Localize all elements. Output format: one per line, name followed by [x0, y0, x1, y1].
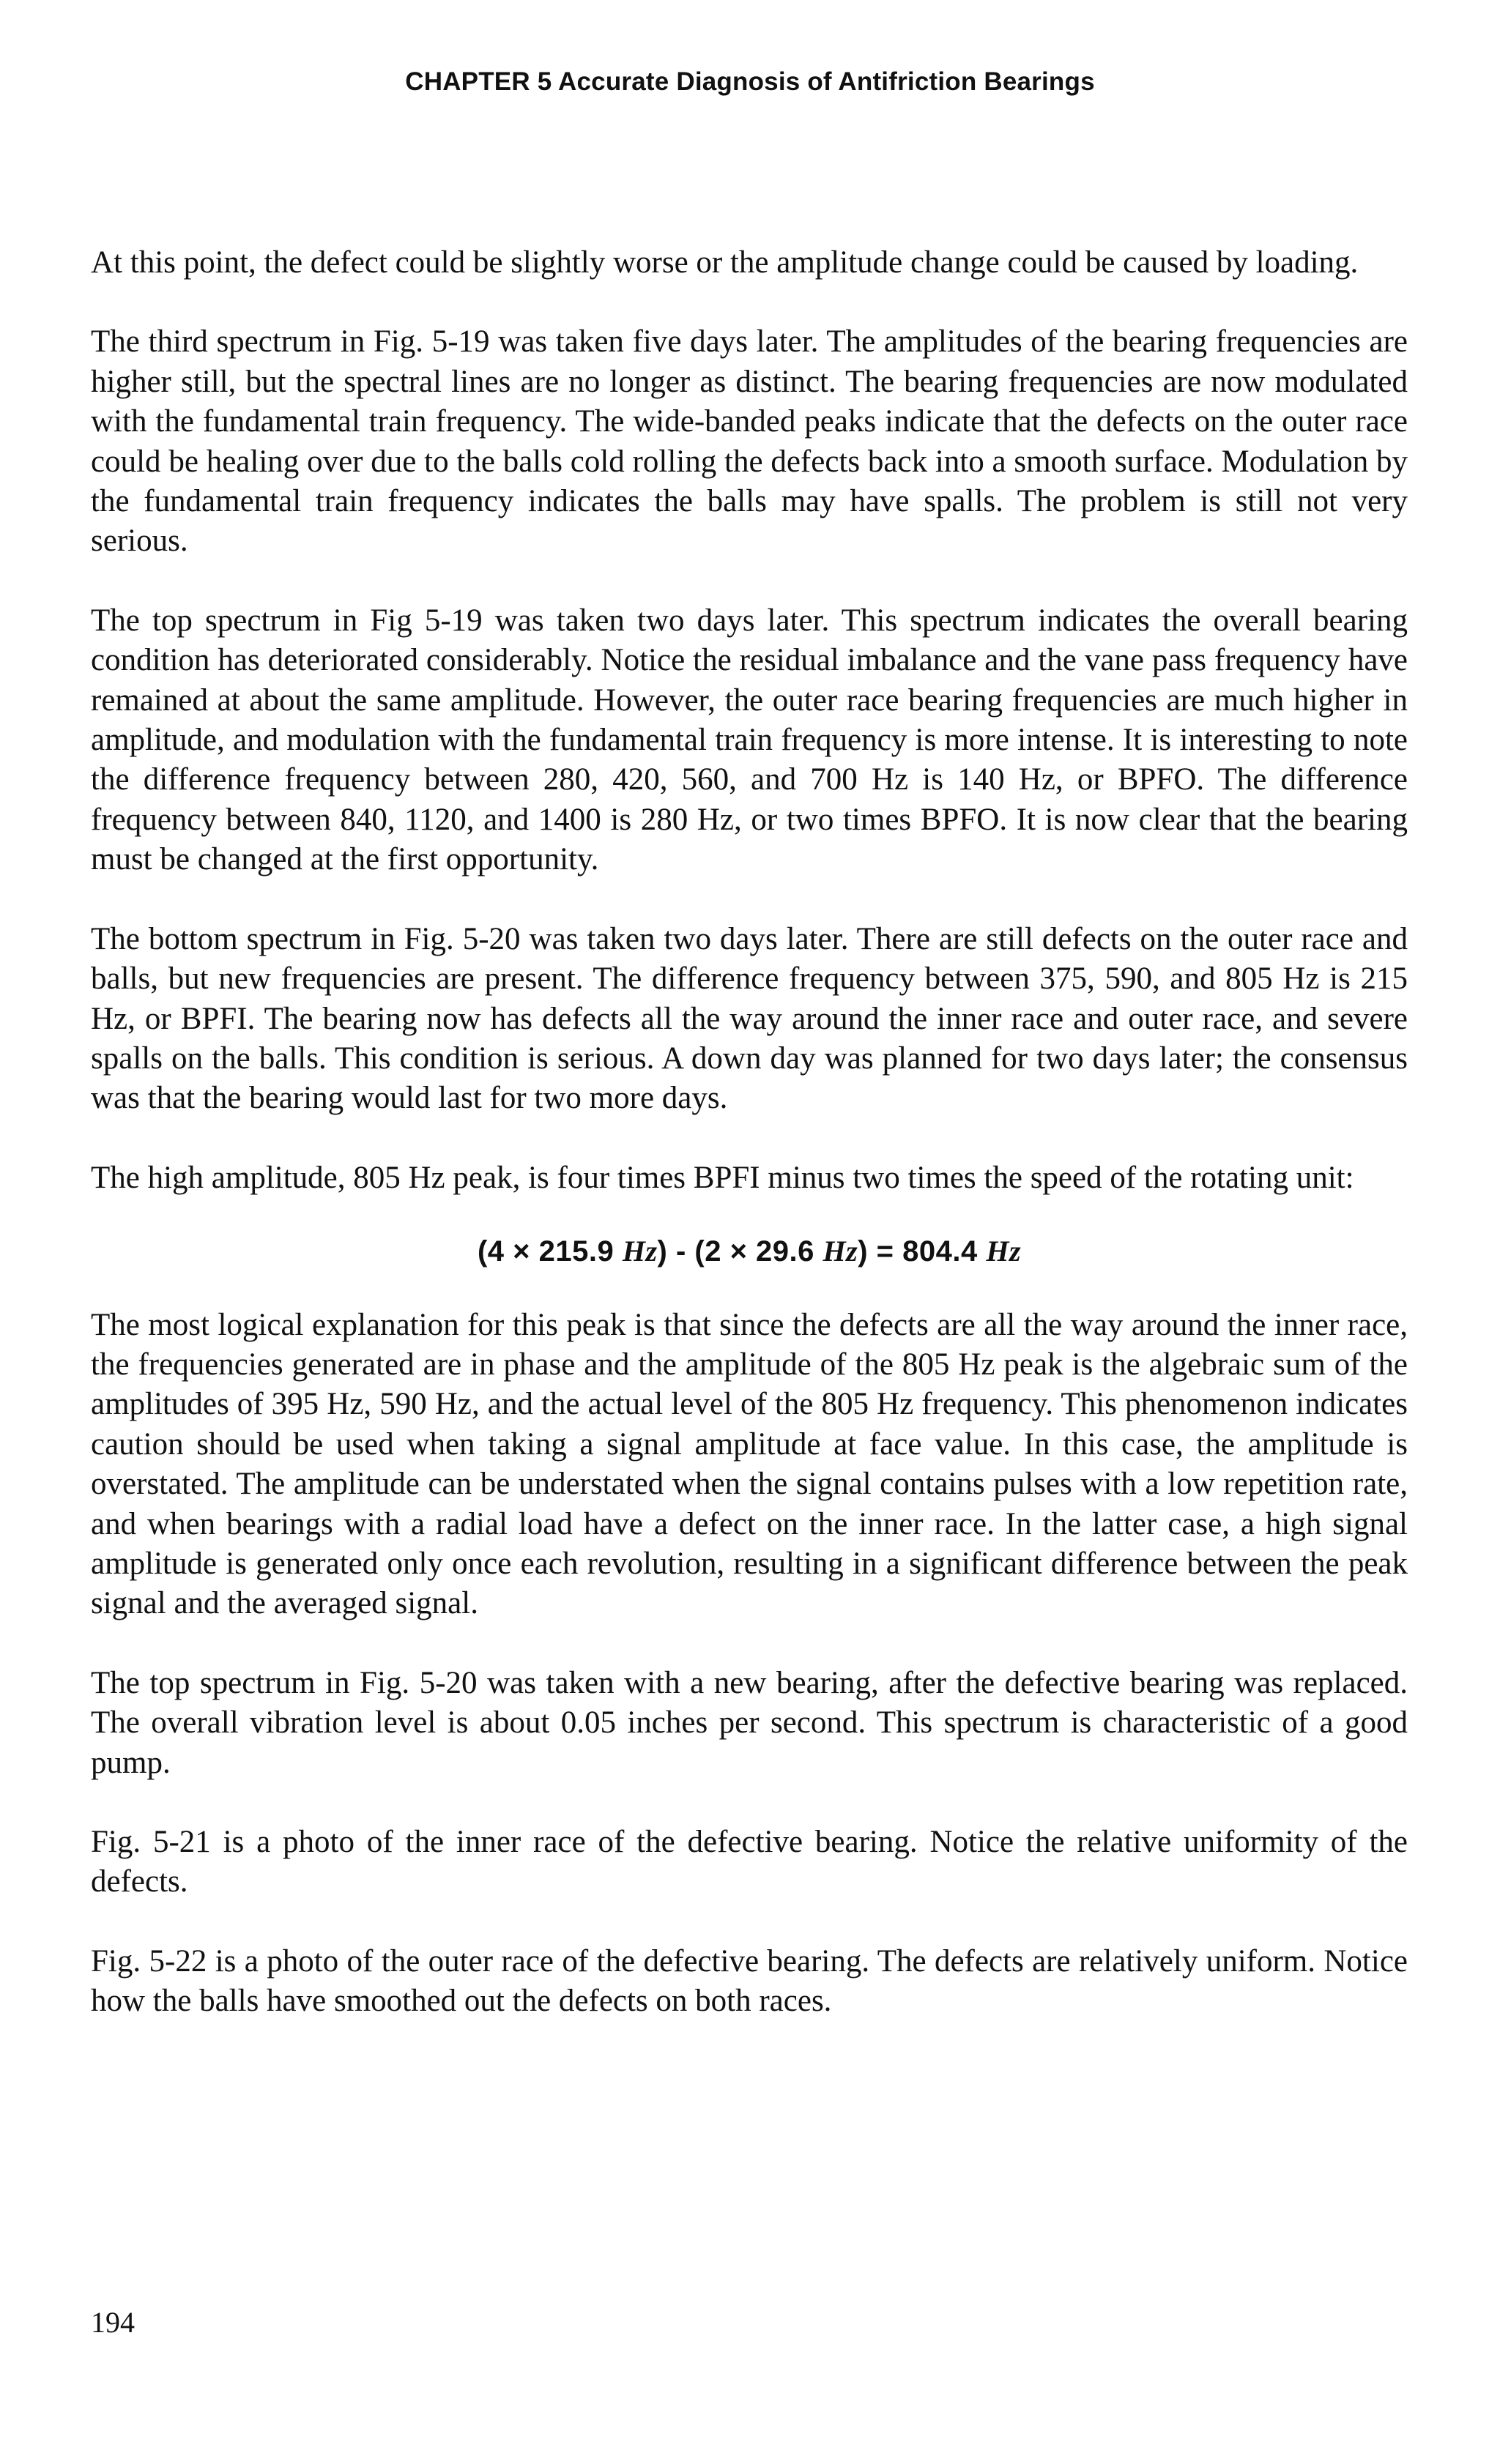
equation — [91, 1232, 1408, 1271]
equation-part: (4 × 215.9 — [477, 1235, 623, 1268]
paragraph: The third spectrum in Fig. 5-19 was taken five days later. The amplitudes of the bearing frequencies are higher still, but the spectral lines are no longer as distinct. The bearing frequencies are now modulated with the fundamental train frequency. The wide-banded peaks indicate that the defects on the outer race could be healing over due to the balls cold rolling the defects back into a smooth surface. Modulation by the fundamental train frequency indicates the balls may have spalls. The problem is still not very serious. — [91, 324, 1408, 559]
equation-part: ) = 804.4 — [858, 1235, 987, 1268]
equation-part: ) - (2 × 29.6 — [657, 1235, 823, 1268]
equation-unit: Hz — [622, 1235, 658, 1268]
body-text — [91, 243, 1408, 2061]
paragraph: The top spectrum in Fig. 5-20 was taken with a new bearing, after the defective bearing was replaced. The overall vibration level is about 0.05 inches per second. This spectrum is characteristic of a good pump. — [91, 1665, 1408, 1780]
paragraph: The most logical explanation for this peak is that since the defects are all the way around the inner race, the frequencies generated are in phase and the amplitude of the 805 Hz peak is the algebraic sum of the amplitudes of 395 Hz, 590 Hz, and the actual level of the 805 Hz frequency. This phenomenon indicates caution should be used when taking a signal amplitude at face value. In this case, the amplitude is overstated. The amplitude can be understated when the signal contains pulses with a low repetition rate, and when bearings with a radial load have a defect on the inner race. In the latter case, a high signal amplitude is generated only once each revolution, resulting in a significant difference between the peak signal and the averaged signal. — [91, 1307, 1408, 1621]
page-number: 194 — [91, 2306, 135, 2339]
paragraph: Fig. 5-21 is a photo of the inner race of the defective bearing. Notice the relative uniformity of the defects. — [91, 1825, 1408, 1899]
paragraph: The high amplitude, 805 Hz peak, is four times BPFI minus two times the speed of the rotating unit: — [91, 1160, 1354, 1195]
paragraph: The bottom spectrum in Fig. 5-20 was taken two days later. There are still defects on the outer race and balls, but new frequencies are present. The difference frequency between 375, 590, and 805 Hz is 215 Hz, or BPFI. The bearing now has defects all the way around the inner race and outer race, and severe spalls on the balls. This condition is serious. A down day was planned for two days later; the consensus was that the bearing would last for two more days. — [91, 921, 1408, 1116]
paragraph: The top spectrum in Fig 5-19 was taken two days later. This spectrum indicates the overall bearing condition has deteriorated considerably. Notice the residual imbalance and the vane pass frequency have remained at about the same amplitude. However, the outer race bearing frequencies are much higher in amplitude, and modulation with the fundamental train frequency is more intense. It is interesting to note the difference frequency between 280, 420, 560, and 700 Hz is 140 Hz, or BPFO. The difference frequency between 840, 1120, and 1400 is 280 Hz, or two times BPFO. It is now clear that the bearing must be changed at the first opportunity. — [91, 603, 1408, 877]
paragraph: Fig. 5-22 is a photo of the outer race of the defective bearing. The defects are relatively uniform. Notice how the balls have smoothed out the defects on both races. — [91, 1943, 1408, 2019]
equation-unit: Hz — [986, 1235, 1022, 1268]
paragraph: At this point, the defect could be slightly worse or the amplitude change could be caused by loading. — [91, 245, 1359, 280]
running-head: CHAPTER 5 Accurate Diagnosis of Antifriction Bearings — [405, 67, 1095, 96]
equation-unit: Hz — [823, 1235, 858, 1268]
